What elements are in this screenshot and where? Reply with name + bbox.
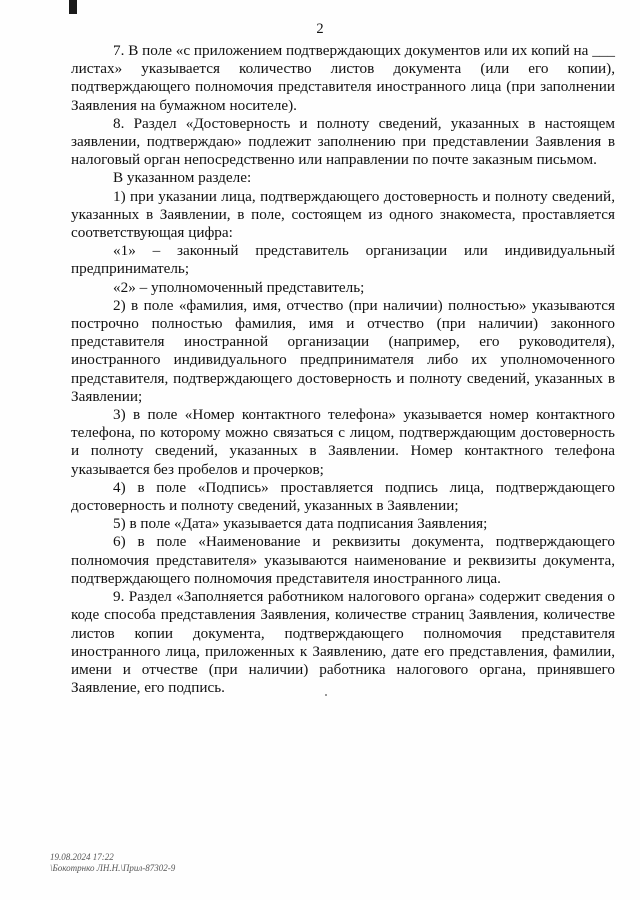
paragraph-item-2: 2) в поле «фамилия, имя, отчество (при наличии) полностью» указываются построчно полностью фамилия, имя и отчество (при наличии) законного представителя иностранной организации (например, его руководителя), иностранного индивидуального предпринимателя либо их уполномоченного представителя, подтверждающего достоверность и полноту сведений, указанных в Заявлении; [71, 296, 615, 405]
paragraph-7: 7. В поле «с приложением подтверждающих документов или их копий на ___ листах» указывается количество листов документа (или его копии), подтверждающего полномочия представителя иностранного лица (при заполнении Заявления на бумажном носителе). [71, 42, 615, 114]
page-number: 2 [316, 21, 324, 37]
paragraph-section-intro: В указанном разделе: [113, 169, 252, 187]
footer-file-reference: \Бокотрнко ЛН.Н.\Прил-87302-9 [50, 863, 176, 873]
paragraph-item-5: 5) в поле «Дата» указывается дата подписания Заявления; [113, 515, 488, 533]
paragraph-code-2: «2» – уполномоченный представитель; [113, 278, 365, 296]
scan-mark [69, 0, 77, 14]
paragraph-item-6: 6) в поле «Наименование и реквизиты документа, подтверждающего полномочия представителя» указываются наименование и реквизиты документа, подтверждающего полномочия представителя иностранного лица. [71, 533, 615, 587]
paragraph-item-1: 1) при указании лица, подтверждающего достоверность и полноту сведений, указанных в Заявлении, в поле, состоящем из одного знакоместа, проставляется соответствующая цифра: [71, 187, 615, 242]
paragraph-item-4: 4) в поле «Подпись» проставляется подпись лица, подтверждающего достоверность и полноту сведений, указанных в Заявлении; [71, 478, 615, 515]
paragraph-8: 8. Раздел «Достоверность и полноту сведений, указанных в настоящем заявлении, подтверждаю» подлежит заполнению при представлении Заявления в налоговый орган непосредственно или направлении по почте заказным письмом. [71, 114, 615, 169]
document-footer [50, 852, 175, 874]
paragraph-item-3: 3) в поле «Номер контактного телефона» указывается номер контактного телефона, по которому можно связаться с лицом, подтверждающим достоверность и полноту сведений, указанных в Заявлении. Номер контактного телефона указывается без пробелов и прочерков; [71, 406, 615, 478]
footer-timestamp: 19.08.2024 17:22 [50, 852, 114, 862]
scan-speck [325, 694, 327, 696]
paragraph-9: 9. Раздел «Заполняется работником налогового органа» содержит сведения о коде способа представления Заявления, количестве страниц Заявления, количестве листов копии документа, подтверждающего полномочия представителя иностранного лица, приложенных к Заявлению, дате его представления, фамилии, имени и отчестве (при наличии) работника налогового органа, принявшего Заявление, его подпись. [71, 588, 615, 697]
document-body [71, 42, 615, 697]
paragraph-code-1: «1» – законный представитель организации или индивидуальный предприниматель; [71, 242, 615, 278]
